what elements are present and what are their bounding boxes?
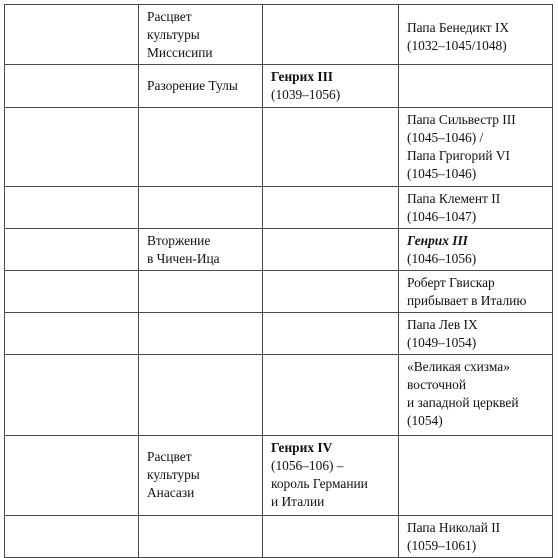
table-cell-papacy: Папа Сильвестр III (1045–1046) / Папа Григорий VI (1045–1046) [399, 108, 553, 187]
table-cell-year [5, 65, 139, 108]
ruler-name: Генрих IV [271, 440, 333, 455]
ruler-name: Генрих III [407, 233, 468, 248]
table-cell-americas [139, 187, 263, 229]
table-cell-year [5, 229, 139, 271]
table-cell-americas [139, 355, 263, 436]
table-row [5, 108, 553, 187]
table-cell-americas: Вторжение в Чичен-Ица [139, 229, 263, 271]
table-cell-papacy: Папа Бенедикт IX (1032–1045/1048) [399, 5, 553, 65]
table-cell-papacy: Папа Николай II (1059–1061) [399, 516, 553, 558]
table-cell-papacy: «Великая схизма» восточной и западной церквей (1054) [399, 355, 553, 436]
table-cell-papacy: Папа Лев IX (1049–1054) [399, 313, 553, 355]
table-cell-empire [263, 108, 399, 187]
table-cell-year [5, 271, 139, 313]
table-body [5, 5, 553, 558]
table-cell-papacy [399, 229, 553, 271]
chronology-table [4, 4, 553, 558]
table-cell-year [5, 108, 139, 187]
table-cell-empire [263, 229, 399, 271]
table-cell-empire [263, 313, 399, 355]
table-cell-papacy [399, 65, 553, 108]
table-cell-year [5, 5, 139, 65]
table-cell-americas: Расцвет культуры Миссисипи [139, 5, 263, 65]
table-row [5, 355, 553, 436]
table-cell-americas: Разорение Тулы [139, 65, 263, 108]
table-row [5, 229, 553, 271]
table-cell-empire [263, 436, 399, 516]
table-cell-empire [263, 187, 399, 229]
table-cell-empire [263, 65, 399, 108]
ruler-dates: (1046–1056) [407, 251, 477, 266]
table-cell-year [5, 187, 139, 229]
table-cell-americas [139, 313, 263, 355]
table-cell-americas [139, 271, 263, 313]
ruler-name: Генрих III [271, 69, 333, 84]
table-cell-empire [263, 355, 399, 436]
table-cell-year [5, 313, 139, 355]
table-cell-year [5, 436, 139, 516]
table-row [5, 65, 553, 108]
ruler-dates: (1056–106) – король Германии и Италии [271, 458, 368, 509]
table-cell-empire [263, 5, 399, 65]
table-cell-americas: Расцвет культуры Анасази [139, 436, 263, 516]
table-row [5, 436, 553, 516]
table-row [5, 313, 553, 355]
table-cell-americas [139, 108, 263, 187]
ruler-dates: (1039–1056) [271, 87, 341, 102]
table-row [5, 187, 553, 229]
table-row [5, 271, 553, 313]
table-cell-year [5, 355, 139, 436]
table-cell-papacy: Роберт Гвискар прибывает в Италию [399, 271, 553, 313]
table-cell-year [5, 516, 139, 558]
table-cell-empire [263, 516, 399, 558]
table-cell-papacy [399, 436, 553, 516]
table-cell-americas [139, 516, 263, 558]
table-row [5, 516, 553, 558]
table-row [5, 5, 553, 65]
table-cell-empire [263, 271, 399, 313]
table-cell-papacy: Папа Клемент II (1046–1047) [399, 187, 553, 229]
